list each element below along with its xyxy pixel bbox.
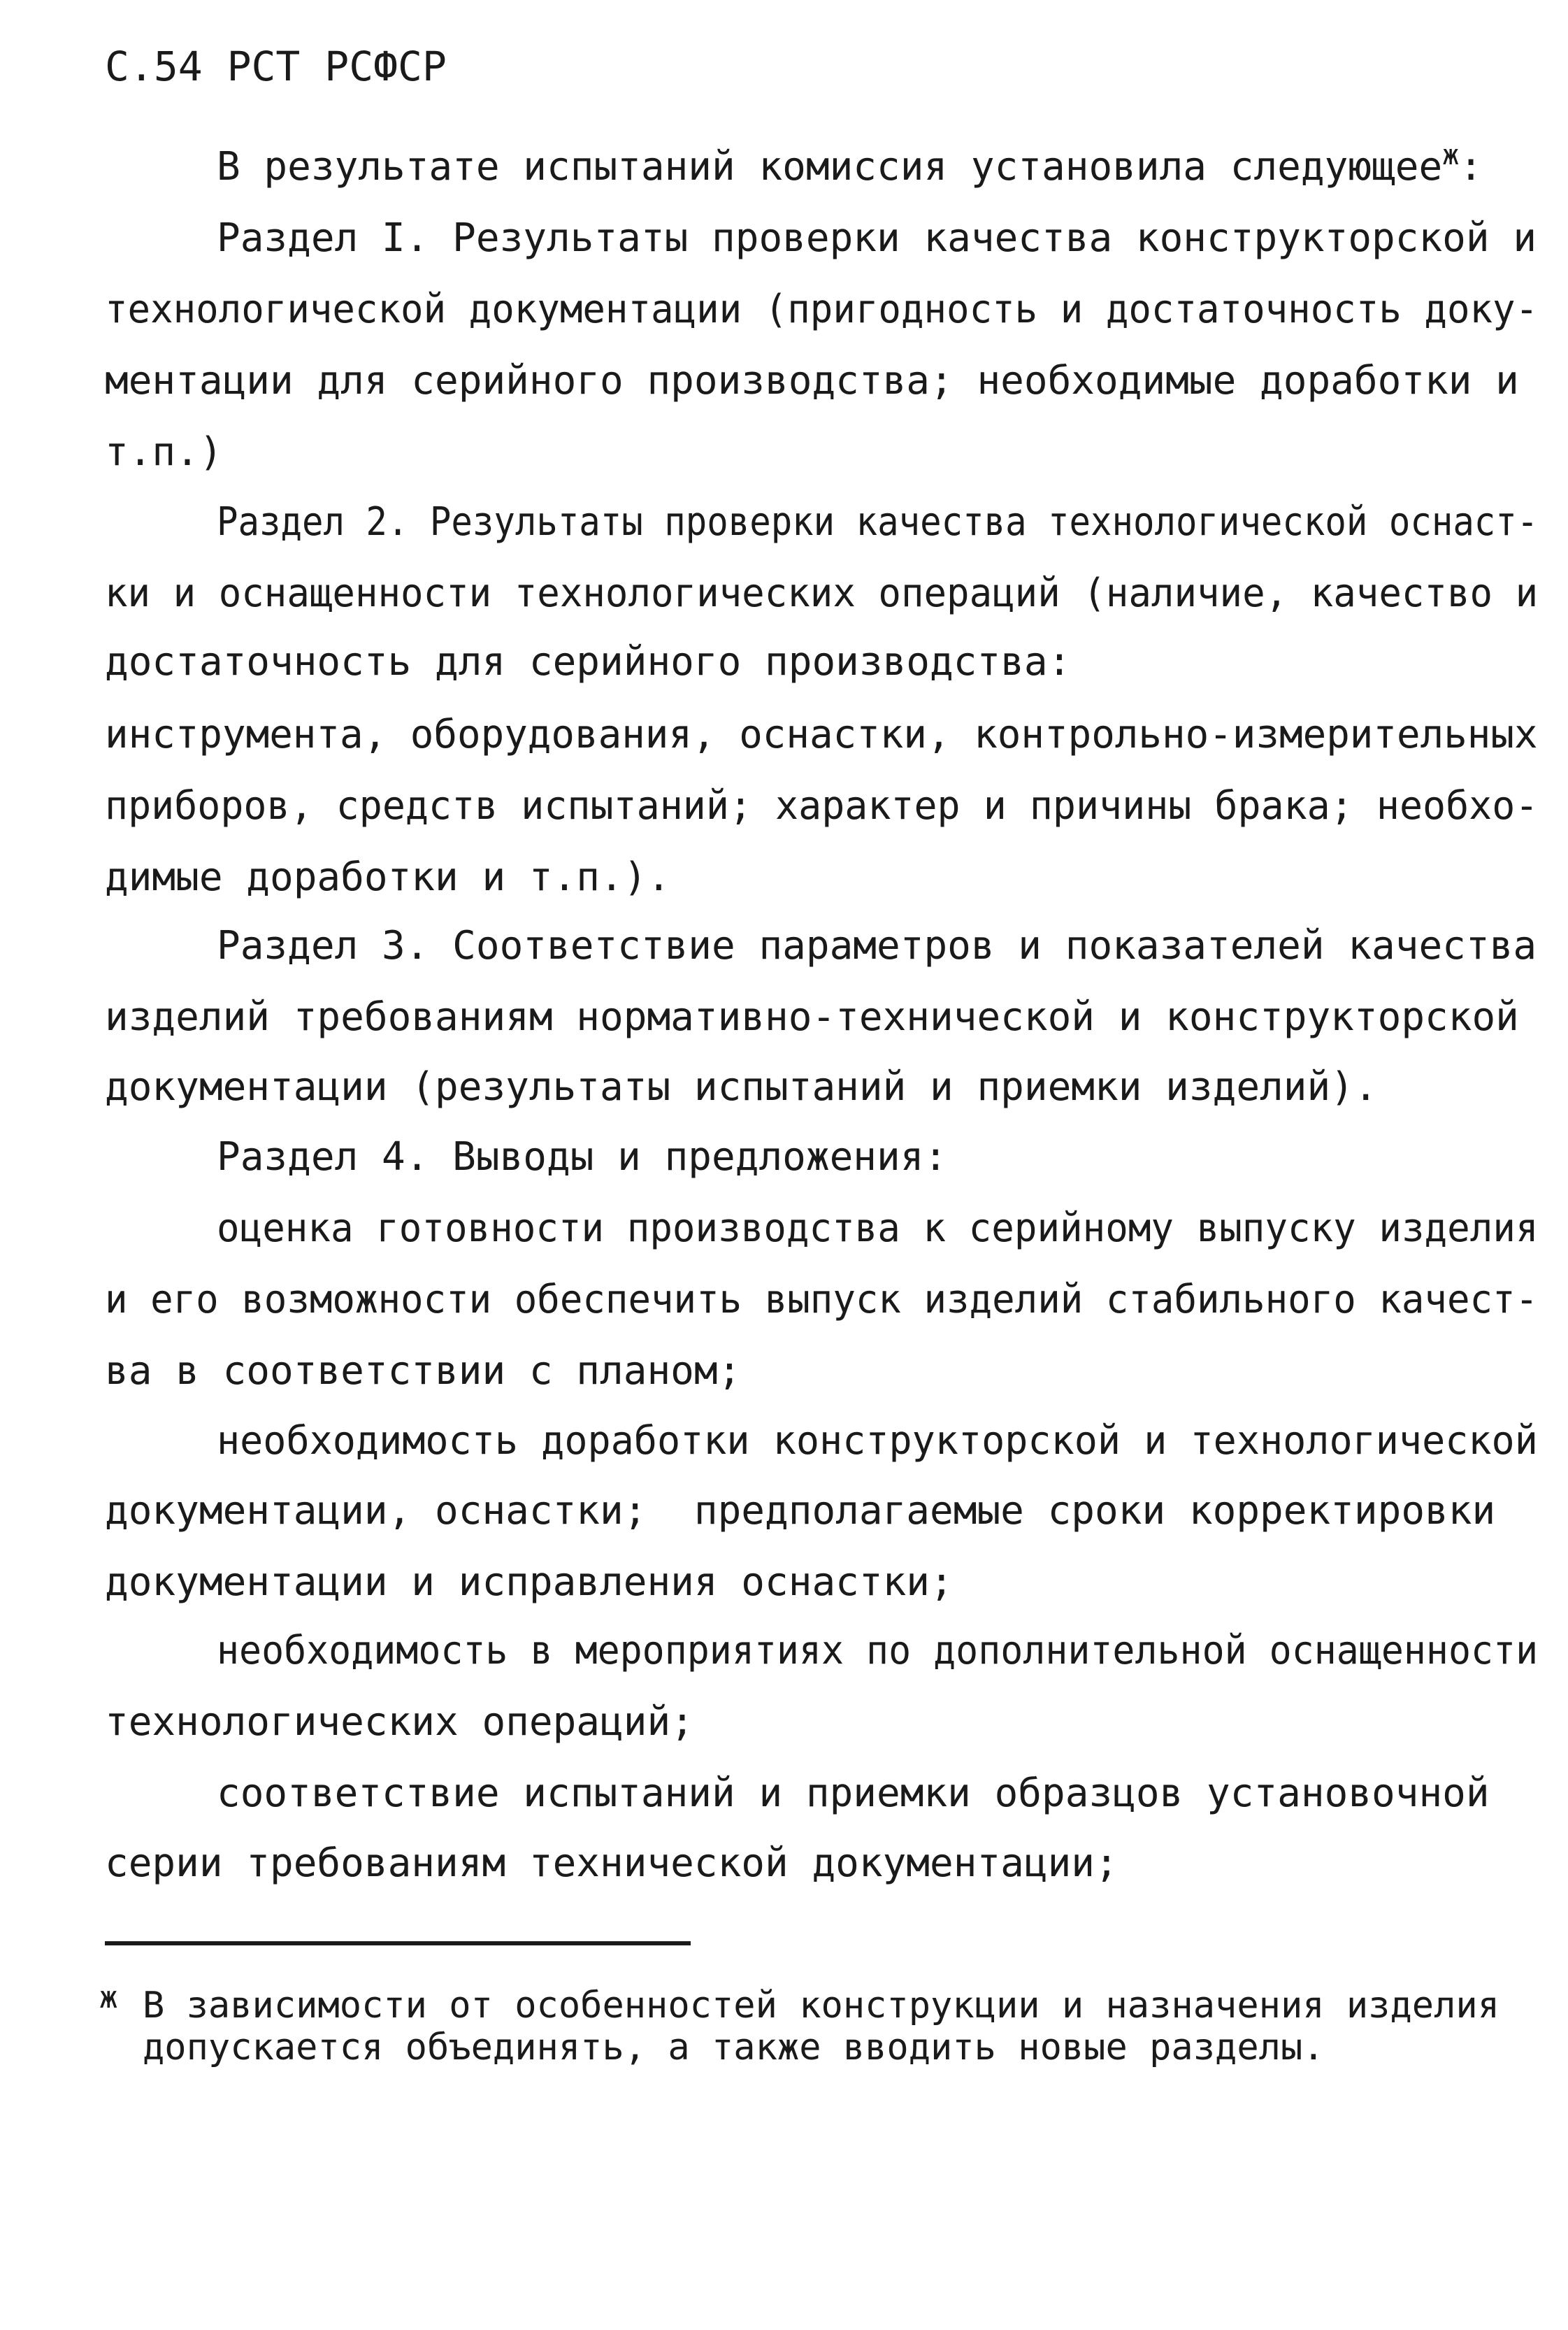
footnote-mark: ж xyxy=(99,1980,118,2015)
text-line: документации (результаты испытаний и приемки изделий). xyxy=(105,1064,1378,1110)
text-line: Раздел 2. Результаты проверки качества технологической оснаст- xyxy=(217,499,1539,545)
text-line: достаточность для серийного производства: xyxy=(105,639,1072,685)
text-line: необходимость в мероприятиях по дополнительной оснащенности xyxy=(217,1628,1539,1673)
text-line: документации, оснастки; предполагаемые сроки корректировки xyxy=(105,1488,1496,1534)
text-line: ки и оснащенности технологических операций (наличие, качество и xyxy=(105,571,1539,616)
text-line: изделий требованиям нормативно-технической и конструкторской xyxy=(105,994,1519,1040)
text-line: Раздел 4. Выводы и предложения: xyxy=(217,1134,948,1180)
text-line: димые доработки и т.п.). xyxy=(105,855,671,900)
text-line: технологической документации (пригодность и достаточность доку- xyxy=(105,287,1539,332)
text-line: технологических операций; xyxy=(105,1699,694,1745)
intro-colon: : xyxy=(1459,144,1483,190)
text-line: ментации для серийного производства; необходимые доработки и xyxy=(105,358,1519,403)
text-line: приборов, средств испытаний; характер и причины брака; необхо- xyxy=(105,783,1539,829)
page-header: С.54 РСТ РСФСР xyxy=(105,43,447,90)
text-line: необходимость доработки конструкторской и технологической xyxy=(217,1418,1538,1464)
text-line: и его возможности обеспечить выпуск изделий стабильного качест- xyxy=(105,1277,1539,1322)
text-line: серии требованиям технической документации; xyxy=(105,1841,1119,1886)
text-line: т.п.) xyxy=(105,429,223,475)
footnote-line: допускается объединять, а также вводить новые разделы. xyxy=(143,2027,1325,2068)
footnote-line: В зависимости от особенностей конструкции и назначения изделия xyxy=(143,1985,1500,2027)
intro-text: В результате испытаний комиссия установила следующее xyxy=(217,144,1443,190)
text-line: документации и исправления оснастки; xyxy=(105,1559,954,1605)
text-line: Раздел 3. Соответствие параметров и показателей качества xyxy=(217,923,1537,969)
intro-line xyxy=(217,139,1483,195)
text-line: оценка готовности производства к серийному выпуску изделия xyxy=(217,1206,1539,1251)
text-line: инструмента, оборудования, оснастки, контрольно-измерительных xyxy=(105,712,1538,757)
text-line: ва в соответствии с планом; xyxy=(105,1348,742,1394)
footnote-reference: ж xyxy=(1442,139,1460,171)
text-line: Раздел I. Результаты проверки качества конструкторской и xyxy=(217,215,1537,261)
footnote-divider xyxy=(105,1941,691,1945)
text-line: соответствие испытаний и приемки образцов установочной xyxy=(217,1771,1490,1816)
